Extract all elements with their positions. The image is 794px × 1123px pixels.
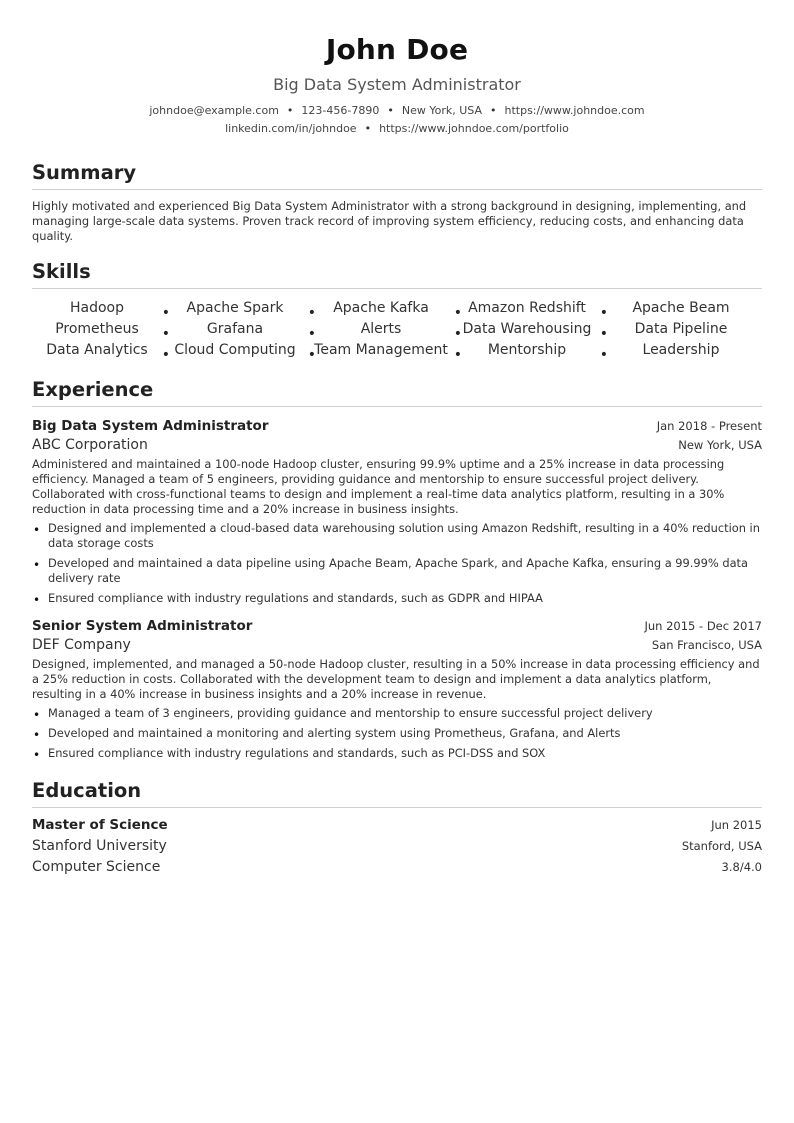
contact-line-1 (32, 102, 762, 120)
bullet-icon: • (161, 326, 170, 342)
contact-location: New York, USA (401, 104, 482, 117)
education-entry (32, 815, 762, 878)
skill-item (454, 298, 608, 321)
skill-label: Team Management (314, 342, 448, 358)
bullet-icon: • (453, 347, 462, 363)
contact-website-link[interactable]: https://www.johndoe.com (504, 104, 645, 117)
bullet-icon: • (161, 305, 170, 321)
education-degree: Master of Science (32, 817, 168, 833)
job-location: New York, USA (678, 438, 762, 452)
job-title: Big Data System Administrator (32, 418, 269, 434)
skill-item (32, 319, 170, 342)
skills-section (32, 260, 762, 361)
contact-line-2 (32, 120, 762, 138)
skill-item (454, 340, 608, 363)
education-field-row (32, 857, 762, 878)
skill-label: Data Pipeline (634, 321, 728, 337)
skills-heading: Skills (32, 260, 91, 283)
job-title: Senior System Administrator (32, 618, 253, 634)
bullet-text: Managed a team of 3 engineers, providing guidance and mentorship to ensure successful project delivery (48, 706, 653, 720)
skill-item (600, 319, 762, 340)
bullet-icon: • (599, 326, 608, 342)
resume-header (32, 0, 762, 138)
skill-item (162, 319, 316, 342)
bullet-icon: • (599, 347, 608, 363)
bullet-icon: • (33, 748, 41, 762)
section-divider (32, 288, 762, 289)
bullet-text: Ensured compliance with industry regulations and standards, such as GDPR and HIPAA (48, 591, 543, 605)
skill-label: Hadoop (69, 300, 124, 316)
skill-label: Leadership (642, 342, 720, 358)
skill-label: Amazon Redshift (468, 300, 586, 316)
list-item (32, 556, 762, 586)
job-location: San Francisco, USA (651, 638, 762, 652)
skill-label: Alerts (360, 321, 402, 337)
skill-item (600, 298, 762, 319)
skill-item (32, 298, 170, 321)
skill-label: Apache Kafka (333, 300, 429, 316)
bullet-text: Developed and maintained a monitoring and alerting system using Prometheus, Grafana, and Alerts (48, 726, 621, 740)
bullet-icon: • (33, 708, 41, 722)
skill-item (308, 298, 462, 321)
skill-item (32, 340, 170, 363)
bullet-icon: • (599, 305, 608, 321)
experience-section (32, 378, 762, 761)
candidate-name: John Doe (325, 33, 469, 66)
bullet-icon: • (33, 593, 41, 607)
education-gpa: 3.8/4.0 (721, 860, 762, 874)
bullet-icon: • (33, 558, 41, 572)
job-dates: Jan 2018 - Present (656, 419, 762, 433)
bullet-icon: • (33, 523, 41, 537)
education-section (32, 779, 762, 878)
section-divider (32, 406, 762, 407)
job-company: DEF Company (32, 637, 131, 653)
bullet-icon: • (33, 728, 41, 742)
job-description: Administered and maintained a 100-node Hadoop cluster, ensuring 99.9% uptime and a 25% increase in data processing efficiency. Managed a team of 5 engineers, providing guidance and mentorship to ensure successful project delivery. Collaborated with cross-functional teams to design and implement a real-time data analytics platform, resulting in a 30% reduction in data processing time and a 20% increase in business insights. (32, 457, 725, 516)
job-company-row (32, 435, 762, 456)
section-divider (32, 807, 762, 808)
skill-item (308, 340, 462, 363)
list-item (32, 706, 762, 721)
job-company-row (32, 635, 762, 656)
list-item (32, 746, 762, 761)
skill-label: Grafana (206, 321, 264, 337)
skill-item (162, 298, 316, 321)
education-location: Stanford, USA (681, 839, 762, 853)
bullet-icon: • (161, 347, 170, 363)
bullet-icon: • (453, 305, 462, 321)
bullet-text: Designed and implemented a cloud-based data warehousing solution using Amazon Redshift, resulting in a 40% reduction in data storage costs (48, 521, 760, 550)
experience-heading: Experience (32, 378, 154, 401)
contact-separator: • (286, 104, 294, 117)
skill-label: Cloud Computing (174, 342, 296, 358)
contact-separator: • (387, 104, 394, 117)
bullet-icon: • (307, 305, 316, 321)
skill-item (454, 319, 608, 342)
bullet-icon: • (307, 347, 316, 363)
bullet-text: Ensured compliance with industry regulations and standards, such as PCI-DSS and SOX (48, 746, 546, 760)
job-entry (32, 417, 762, 606)
contact-phone: 123-456-7890 (301, 104, 380, 117)
job-bullets (32, 706, 762, 761)
summary-heading: Summary (32, 161, 137, 184)
candidate-title: Big Data System Administrator (273, 75, 521, 94)
list-item (32, 591, 762, 606)
skill-label: Prometheus (55, 321, 139, 337)
contact-linkedin-link[interactable]: linkedin.com/in/johndoe (225, 122, 357, 135)
section-divider (32, 189, 762, 190)
skill-label: Apache Beam (632, 300, 730, 316)
job-dates: Jun 2015 - Dec 2017 (644, 619, 762, 633)
skill-label: Data Analytics (46, 342, 148, 358)
skill-label: Mentorship (487, 342, 567, 358)
bullet-icon: • (307, 326, 316, 342)
job-header-row (32, 617, 762, 635)
education-school-row (32, 836, 762, 857)
skills-grid (32, 298, 762, 361)
skill-item (600, 340, 762, 361)
skill-label: Data Warehousing (462, 321, 592, 337)
job-header-row (32, 417, 762, 435)
contact-portfolio-link[interactable]: https://www.johndoe.com/portfolio (379, 122, 569, 135)
summary-section (32, 161, 762, 244)
education-field: Computer Science (32, 859, 161, 875)
bullet-text: Developed and maintained a data pipeline using Apache Beam, Apache Spark, and Apache Kafka, ensuring a 99.99% data delivery rate (48, 556, 749, 585)
list-item (32, 726, 762, 741)
contact-email[interactable]: johndoe@example.com (149, 104, 279, 117)
education-heading: Education (32, 779, 142, 802)
education-date: Jun 2015 (711, 818, 762, 832)
skill-label: Apache Spark (186, 300, 284, 316)
contact-separator: • (490, 104, 497, 117)
job-bullets (32, 521, 762, 606)
bullet-icon: • (453, 326, 462, 342)
skill-item (308, 319, 462, 342)
contact-separator: • (364, 122, 372, 135)
job-company: ABC Corporation (32, 437, 148, 453)
job-entry (32, 617, 762, 761)
summary-text: Highly motivated and experienced Big Data System Administrator with a strong background in designing, implementing, and managing large-scale data systems. Proven track record of improving system efficiency, reducing costs, and enhancing data quality. (32, 199, 747, 243)
education-school: Stanford University (32, 838, 167, 854)
skill-item (162, 340, 316, 363)
job-description: Designed, implemented, and managed a 50-node Hadoop cluster, resulting in a 50% increase in data processing efficiency and a 25% reduction in costs. Collaborated with the development team to design and implement a data analytics platform, resulting in a 40% increase in business insights and a 20% increase in revenue. (32, 657, 760, 701)
list-item (32, 521, 762, 551)
education-degree-row (32, 815, 762, 836)
